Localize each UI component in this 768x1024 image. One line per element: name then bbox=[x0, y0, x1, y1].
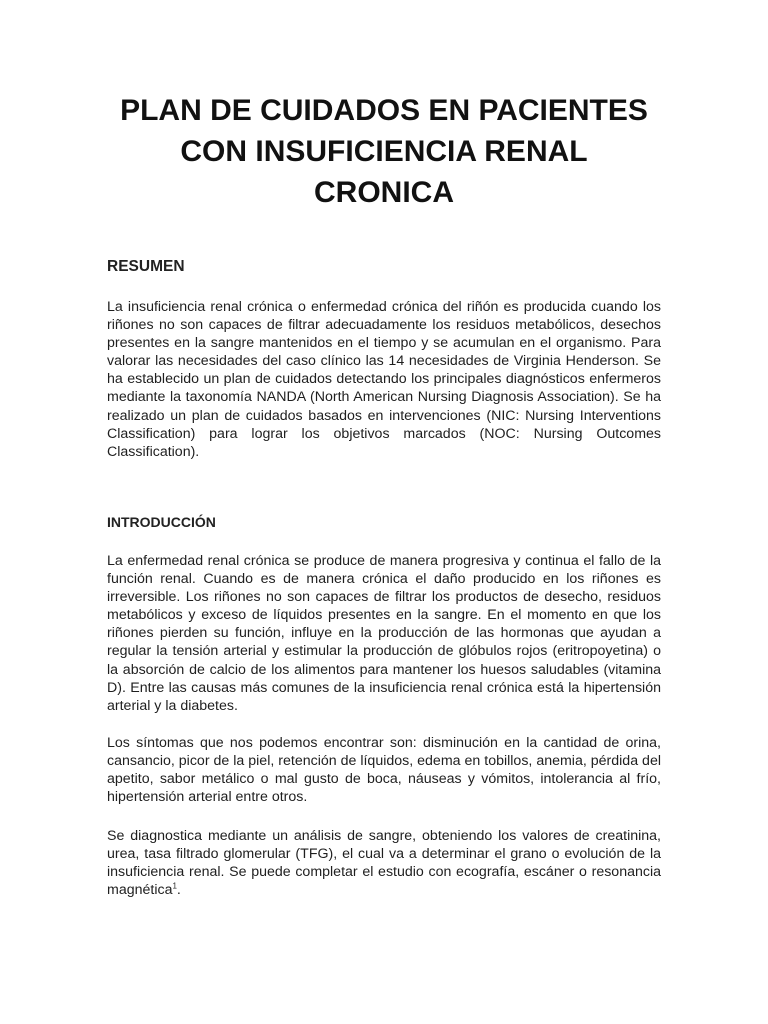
footnote-trailing-punctuation: . bbox=[176, 882, 181, 899]
introduccion-paragraph-2: Los síntomas que nos podemos encontrar son: disminución en la cantidad de orina, cansancio, picor de la piel, retención de líquidos, edema en tobillos, anemia, pérdida del apetito, sabor metálico o mal gusto de boca, náuseas y vómitos, intolerancia al frío, hipertensión arterial entre otros. bbox=[107, 735, 661, 806]
section-heading-introduccion: INTRODUCCIÓN bbox=[107, 514, 216, 530]
introduccion-paragraph-3 bbox=[107, 827, 661, 899]
footnote-reference[interactable]: 1 bbox=[172, 881, 177, 891]
introduccion-paragraph-1: La enfermedad renal crónica se produce de manera progresiva y continua el fallo de la función renal. Cuando es de manera crónica el daño producido en los riñones es irreversible. Los riñones no son capaces de filtrar los productos de desecho, residuos metabólicos y exceso de líquidos presentes en la sangre. En el momento en que los riñones pierden su función, influye en la producción de las hormonas que ayudan a regular la tensión arterial y estimular la producción de glóbulos rojos (eritropoyetina) o la absorción de calcio de los alimentos para mantener los huesos saludables (vitamina D). Entre las causas más comunes de la insuficiencia renal crónica está la hipertensión arterial y la diabetes. bbox=[107, 553, 661, 714]
introduccion-paragraph-3-text: Se diagnostica mediante un análisis de sangre, obteniendo los valores de creatinina, urea, tasa filtrado glomerular (TFG), el cual va a determinar el grano o evolución de la insuficiencia renal. Se puede completar el estudio con ecografía, escáner o resonancia magnética bbox=[107, 828, 661, 899]
document-title: PLAN DE CUIDADOS EN PACIENTES CON INSUFICIENCIA RENAL CRONICA bbox=[120, 94, 648, 209]
section-heading-resumen: RESUMEN bbox=[107, 258, 185, 275]
resumen-paragraph: La insuficiencia renal crónica o enfermedad crónica del riñón es producida cuando los riñones no son capaces de filtrar adecuadamente los residuos metabólicos, desechos presentes en la sangre mantenidos en el tiempo y se acumulan en el organismo. Para valorar las necesidades del caso clínico las 14 necesidades de Virginia Henderson. Se ha establecido un plan de cuidados detectando los principales diagnósticos enfermeros mediante la taxonomía NANDA (North American Nursing Diagnosis Association). Se ha realizado un plan de cuidados basados en intervenciones (NIC: Nursing Interventions Classification) para lograr los objetivos marcados (NOC: Nursing Outcomes Classification). bbox=[107, 299, 661, 460]
